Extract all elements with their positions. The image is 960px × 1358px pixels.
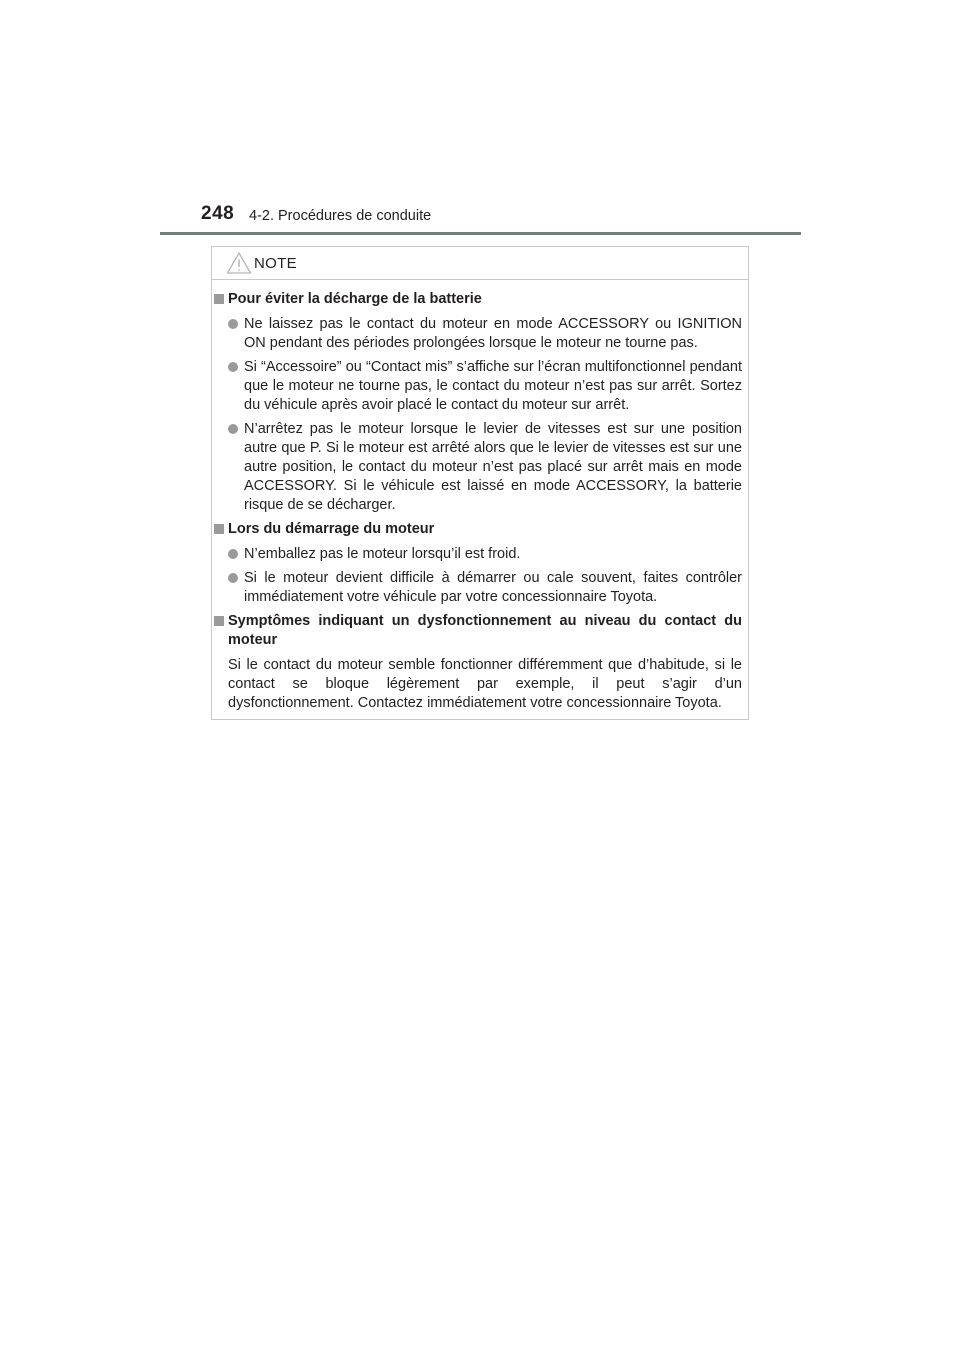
page-number: 248 — [201, 203, 235, 224]
bullet-text: Ne laissez pas le contact du moteur en mode ACCESSORY ou IGNITION ON pendant des périodes prolongées lorsque le moteur ne tourne pas. — [244, 316, 742, 351]
bullet-item — [212, 545, 742, 564]
section-title: 4-2. Procédures de conduite — [249, 208, 432, 224]
circle-bullet-icon — [228, 549, 238, 559]
bullet-item — [212, 315, 742, 353]
circle-bullet-icon — [228, 424, 238, 434]
note-title: NOTE — [254, 255, 297, 272]
circle-bullet-icon — [228, 362, 238, 372]
bullet-text: N’arrêtez pas le moteur lorsque le levier de vitesses est sur une position autre que P. Si le moteur est arrêté alors que le levier de vitesses est sur une autre position, le contact du moteur n’est pas placé sur arrêt mais en mode ACCESSORY. Si le véhicule est laissé en mode ACCESSORY, la batterie risque de se décharger. — [244, 421, 742, 513]
square-bullet-icon — [214, 294, 224, 304]
circle-bullet-icon — [228, 319, 238, 329]
section-heading — [212, 520, 742, 539]
section-heading — [212, 612, 742, 650]
note-header — [212, 247, 748, 280]
section-heading-text: Symptômes indiquant un dysfonctionnement au niveau du contact du moteur — [228, 613, 742, 648]
square-bullet-icon — [214, 616, 224, 626]
circle-bullet-icon — [228, 573, 238, 583]
bullet-item — [212, 569, 742, 607]
bullet-text: N’emballez pas le moteur lorsqu’il est froid. — [244, 546, 521, 562]
bullet-item — [212, 420, 742, 515]
bullet-text: Si “Accessoire” ou “Contact mis” s’affiche sur l’écran multifonctionnel pendant que le moteur ne tourne pas, le contact du moteur n’est pas sur arrêt. Sortez du véhicule après avoir placé le contact du moteur sur arrêt. — [244, 359, 742, 413]
warning-triangle-icon — [226, 251, 252, 275]
bullet-text: Si le moteur devient difficile à démarrer ou cale souvent, faites contrôler immédiatement votre véhicule par votre concessionnaire Toyota. — [244, 570, 742, 605]
page-header — [0, 0, 960, 240]
bullet-item — [212, 358, 742, 415]
note-body — [212, 290, 748, 718]
note-box — [211, 246, 749, 720]
header-divider — [160, 232, 801, 235]
section-heading — [212, 290, 742, 309]
section-heading-text: Pour éviter la décharge de la batterie — [228, 291, 482, 307]
section-paragraph: Si le contact du moteur semble fonctionner différemment que d’habitude, si le contact se bloque légèrement par exemple, il peut s’agir d’un dysfonctionnement. Contactez immédiatement votre concessionnaire Toyota. — [228, 657, 742, 711]
square-bullet-icon — [214, 524, 224, 534]
section-heading-text: Lors du démarrage du moteur — [228, 521, 435, 537]
